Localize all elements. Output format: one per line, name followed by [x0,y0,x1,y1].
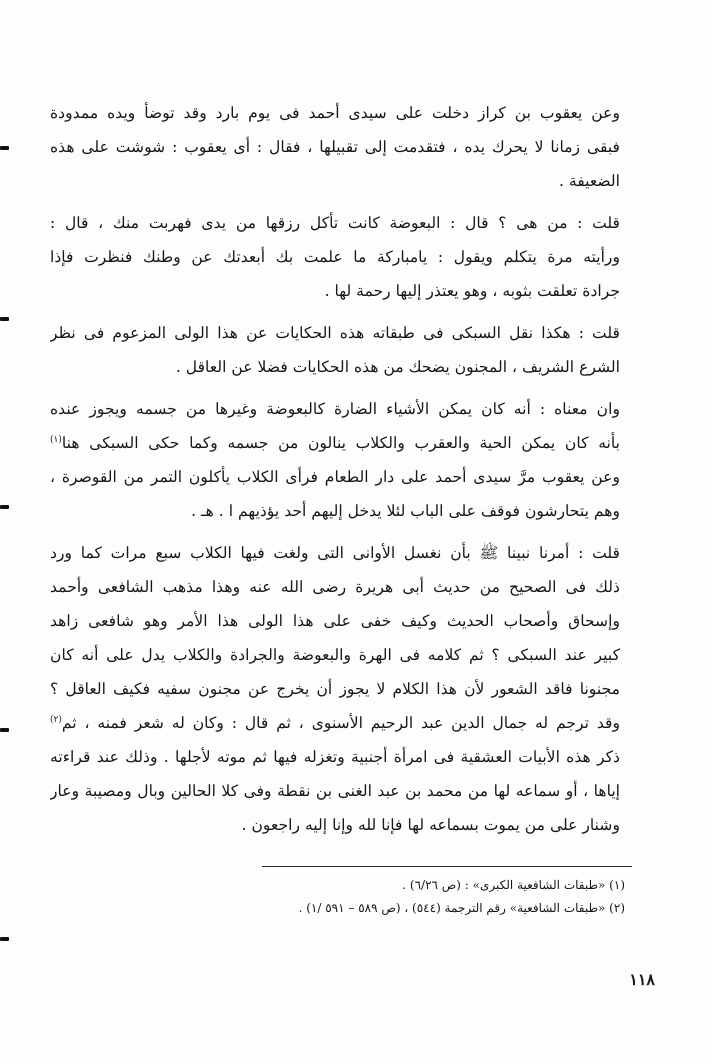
paragraph-1 [50,96,620,198]
text-line: وإسحاق وأصحاب الحديث وكيف خفى على هذا الولى هذا الأمر وهو شافعى زاهد [50,612,620,630]
text-line: قلت : هكذا نقل السبكى فى طبقاته هذه الحكايات عن هذا الولى المزعوم فى نظر [50,324,620,342]
footnote-divider [262,866,632,867]
text-line: وشنار على من يموت بسماعه لها فإنا لله وإنا إليه راجعون . [241,816,620,834]
margin-mark [0,728,9,732]
text-line: قلت : من هى ؟ قال : البعوضة كانت تأكل رزقها من يدى فهربت منك ، قال : [50,214,620,232]
text-line [50,426,620,460]
main-text [50,96,620,842]
text-line: وعن يعقوب مرَّ سيدى أحمد على دار الطعام فرأى الكلاب يأكلون التمر من القوصرة ، [50,468,620,486]
text-line: جرادة تعلقت بثوبه ، وهو يعتذر إليها رحمة لها . [324,282,620,300]
margin-mark [0,317,9,321]
paragraph-5 [50,536,620,842]
text-line: وعن يعقوب بن كراز دخلت على سيدى أحمد فى يوم بارد وقد توضأ ويده ممدودة [50,104,620,122]
text-line-content: بأنه كان يمكن الحية والعقرب والكلاب ينالون من جسمه وكما حكى السبكى هنا [61,434,620,452]
text-line: مجنونا فاقد الشعور لأن هذا الكلام لا يجوز أن يخرج عن مجنون سفيه فكيف العاقل ؟ [50,680,620,698]
text-line-content: وقد ترجم له جمال الدين عبد الرحيم الأسنوى ، ثم قال : وكان له شعر فمنه ، ثم [61,714,620,732]
text-line: وان معناه : أنه كان يمكن الأشياء الضارة كالبعوضة وغيرها من جسمه ويجوز عنده [50,400,620,418]
footnote-1: (١) «طبقات الشافعية الكبرى» : (ص ٦/٢٦) . [402,878,625,892]
text-line: ذلك فى الصحيح من حديث أبى هريرة رضى الله عنه وهذا مذهب الشافعى وأحمد [50,578,620,596]
text-line: كبير عند السبكى ؟ ثم كلامه فى الهرة والبعوضة والجرادة والكلاب يدل على أنه كان [50,646,620,664]
paragraph-4 [50,392,620,528]
text-line: قلت : أمرنا نبينا ﷺ بأن نغسل الأوانى التى ولغت فيها الكلاب سبع مرات كما ورد [50,544,620,562]
footnote-ref-1: (١) [50,434,62,445]
paragraph-3 [50,316,620,384]
footnote-ref-2: (٢) [50,714,62,725]
footnotes [200,874,625,920]
text-line: الضعيفة . [559,172,620,190]
footnote-2: (٢) «طبقات الشافعية» رقم الترجمة (٥٤٤) ، (ص ٥٨٩ – ٥٩١ /١) . [298,901,625,915]
margin-mark [0,937,9,941]
margin-mark [0,146,9,150]
margin-mark [0,505,9,509]
text-line: ورأيته مرة يتكلم ويقول : يامباركة ما علمت بك أبعدتك عن وطنك فنظرت فإذا [50,248,620,266]
text-line: إياها ، أو سماعه لها من محمد بن عبد الغنى بن نقطة وفى كلا الحالين وبال ومصيبة وعار [50,782,620,800]
paragraph-2 [50,206,620,308]
page-number: ١١٨ [629,970,655,989]
text-line [50,706,620,740]
text-line: ذكر هذه الأبيات العشقية فى امرأة أجنبية وتغزله فيها ثم موته لأجلها . وذلك عند قراءته [50,748,620,766]
text-line: الشرع الشريف ، المجنون يضحك من هذه الحكايات فضلا عن العاقل . [175,358,620,376]
text-line: وهم يتحارشون فوقف على الباب لئلا يدخل إليهم أحد يؤذيهم ا . هـ . [191,502,620,520]
text-line: فبقى زمانا لا يحرك يده ، فتقدمت إلى تقبيلها ، فقال : أى يعقوب : شوشت على هذه [50,138,620,156]
